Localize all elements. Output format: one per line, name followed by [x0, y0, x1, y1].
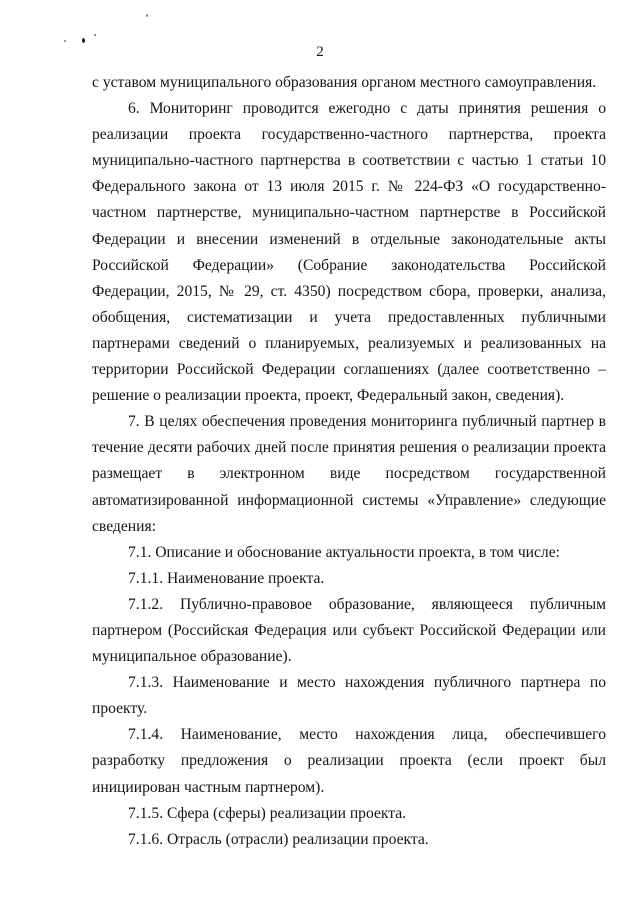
paragraph-item-7-1-4: 7.1.4. Наименование, место нахождения лица, обеспечившего разработку предложения о реализации проекта (если проект был инициирован частным партнером). [92, 726, 606, 796]
page-number: 2 [316, 44, 324, 60]
paragraph-item-7-1-3: 7.1.3. Наименование и место нахождения публичного партнера по проекту. [92, 674, 606, 718]
paragraph-item-7-1-1: 7.1.1. Наименование проекта. [128, 569, 325, 587]
scan-artifact [82, 38, 85, 43]
paragraph-item-7-1-5: 7.1.5. Сфера (сферы) реализации проекта. [128, 804, 407, 822]
paragraph-item-7-1-6: 7.1.6. Отрасль (отрасли) реализации проекта. [128, 830, 429, 848]
scan-artifact [146, 14, 148, 17]
paragraph-continuation: с уставом муниципального образования органом местного самоуправления. [92, 74, 597, 91]
scan-artifact [64, 40, 66, 42]
paragraph-item-6: 6. Мониторинг проводится ежегодно с даты принятия решения о реализации проекта государственно-частного партнерства, проекта муниципально-частного партнерства в соответствии с частью 1 статьи 10 Федерального закона от 13 июля 2015 г. № 224-ФЗ «О государственно-частном партнерстве, муниципально-частном партнерстве в Российской Федерации и внесении изменений в отдельные законодательные акты Российской Федерации» (Собрание законодательства Российской Федерации, 2015, № 29, ст. 4350) посредством сбора, проверки, анализа, обобщения, систематизации и учета предоставленных публичными партнерами сведений о планируемых, реализуемых и реализованных на территории Российской Федерации соглашениях (далее соответственно – решение о реализации проекта, проект, Федеральный закон, сведения). [92, 100, 606, 405]
paragraph-item-7: 7. В целях обеспечения проведения мониторинга публичный партнер в течение десяти рабочих дней после принятия решения о реализации проекта размещает в электронном виде посредством государственной автоматизированной информационной системы «Управление» следующие сведения: [92, 413, 606, 535]
paragraph-item-7-1: 7.1. Описание и обоснование актуальности проекта, в том числе: [128, 543, 560, 561]
scan-artifact [94, 34, 96, 36]
paragraph-item-7-1-2: 7.1.2. Публично-правовое образование, являющееся публичным партнером (Российская Федерация или субъект Российской Федерации или муниципальное образование). [92, 595, 606, 666]
document-body [92, 70, 606, 853]
